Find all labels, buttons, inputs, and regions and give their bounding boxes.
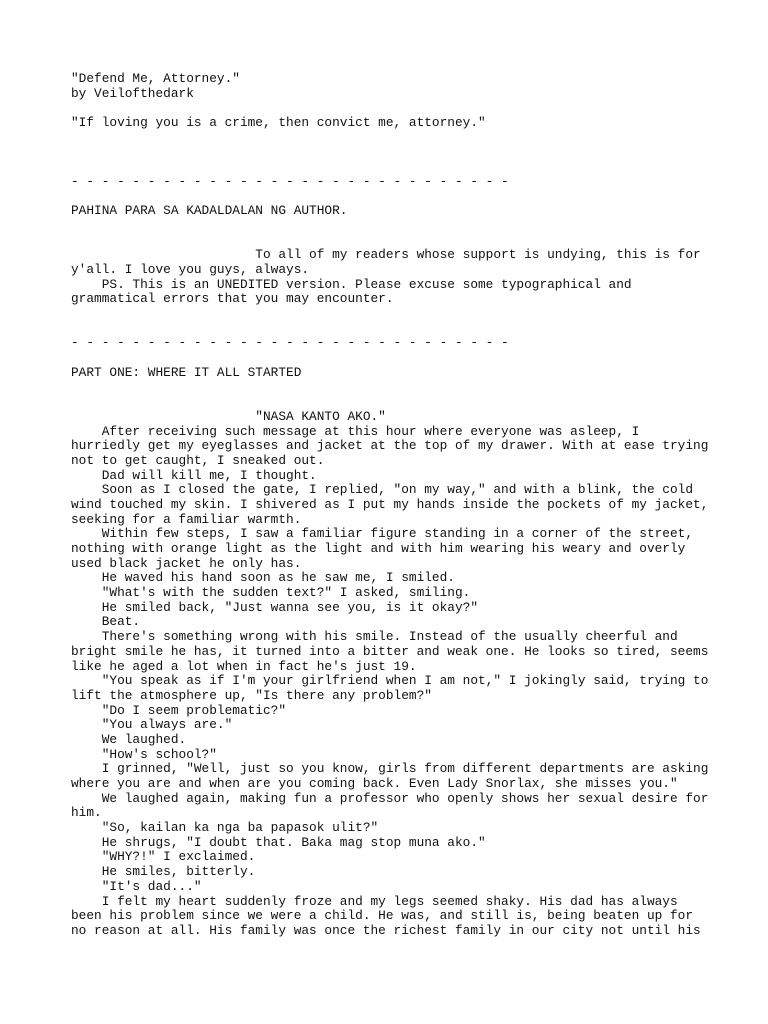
story-line: "You always are." [71, 717, 233, 733]
story-line: After receiving such message at this hour where everyone was asleep, I [71, 423, 640, 439]
section-separator: - - - - - - - - - - - - - - - - - - - - - - - - - - - - - [71, 335, 509, 351]
author-note-heading: PAHINA PARA SA KADALDALAN NG AUTHOR. [71, 203, 348, 219]
story-line: "What's with the sudden text?" I asked, smiling. [71, 585, 471, 601]
story-line: Beat. [71, 614, 141, 630]
story-line: Dad will kill me, I thought. [71, 467, 317, 483]
blank-line [71, 380, 711, 395]
blank-line [71, 219, 711, 234]
story-line: "How's school?" [71, 746, 217, 762]
story-line: He smiled back, "Just wanna see you, is it okay?" [71, 599, 479, 615]
story-body [71, 410, 711, 939]
author-note [71, 248, 711, 307]
blank-line [71, 395, 711, 410]
story-line: I grinned, "Well, just so you know, girls from different departments are asking [71, 761, 709, 777]
blank-line [71, 351, 711, 366]
story-line: nothing with orange light as the light and with him wearing his weary and overly [71, 541, 686, 556]
story-line: Soon as I closed the gate, I replied, "on my way," and with a blink, the cold [71, 482, 694, 498]
blank-line [71, 322, 711, 337]
document-byline: by Veilofthedark [71, 85, 194, 101]
blank-line [71, 101, 711, 116]
story-line: not to get caught, I sneaked out. [71, 452, 325, 468]
document-title: "Defend Me, Attorney." [71, 71, 240, 86]
story-line: "So, kailan ka nga ba papasok ulit?" [71, 820, 379, 836]
story-line: "You speak as if I'm your girlfriend when I am not," I jokingly said, trying to [71, 673, 709, 689]
story-line: He smiles, bitterly. [71, 864, 256, 880]
author-note-line: PS. This is an UNEDITED version. Please excuse some typographical and [71, 276, 632, 292]
story-line: "Do I seem problematic?" [71, 702, 287, 718]
blank-line [71, 131, 711, 146]
story-line: Within few steps, I saw a familiar figure standing in a corner of the street, [71, 526, 694, 542]
story-line: He shrugs, "I doubt that. Baka mag stop muna ako." [71, 834, 486, 850]
story-line: "NASA KANTO AKO." [71, 408, 386, 424]
blank-line [71, 190, 711, 205]
story-line: hurriedly get my eyeglasses and jacket at the top of my drawer. With at ease trying [71, 438, 709, 454]
story-line: lift the atmosphere up, "Is there any problem?" [71, 687, 432, 703]
story-line: seeking for a familiar warmth. [71, 511, 302, 527]
story-line: no reason at all. His family was once the richest family in our city not until his [71, 922, 701, 938]
story-line: "It's dad..." [71, 878, 202, 894]
blank-line [71, 145, 711, 160]
story-line: been his problem since we were a child. He was, and still is, being beaten up for [71, 908, 694, 924]
story-line: "WHY?!" I exclaimed. [71, 849, 256, 865]
story-line: We laughed again, making fun a professor who openly shows her sexual desire for [71, 790, 709, 806]
story-line: him. [71, 805, 102, 821]
story-line: I felt my heart suddenly froze and my legs seemed shaky. His dad has always [71, 893, 678, 909]
blank-line [71, 307, 711, 322]
story-line: He waved his hand soon as he saw me, I smiled. [71, 570, 455, 586]
blank-line [71, 234, 711, 249]
story-line: where you are and when are you coming back. Even Lady Snorlax, she misses you." [71, 776, 678, 791]
story-line: We laughed. [71, 731, 187, 747]
blank-line [71, 160, 711, 175]
part-heading: PART ONE: WHERE IT ALL STARTED [71, 364, 302, 380]
story-line: There's something wrong with his smile. Instead of the usually cheerful and [71, 629, 678, 645]
document-page [71, 72, 711, 939]
story-line: used black jacket he only has. [71, 555, 302, 571]
section-separator: - - - - - - - - - - - - - - - - - - - - - - - - - - - - - [71, 173, 509, 189]
author-note-line: grammatical errors that you may encounter. [71, 291, 394, 307]
document-tagline: "If loving you is a crime, then convict me, attorney." [71, 115, 486, 131]
story-line: wind touched my skin. I shivered as I put my hands inside the pockets of my jacket, [71, 496, 709, 512]
author-note-line: To all of my readers whose support is undying, this is for [71, 247, 701, 263]
author-note-line: y'all. I love you guys, always. [71, 261, 310, 277]
story-line: like he aged a lot when in fact he's just 19. [71, 658, 417, 674]
story-line: bright smile he has, it turned into a bitter and weak one. He looks so tired, seems [71, 643, 709, 659]
